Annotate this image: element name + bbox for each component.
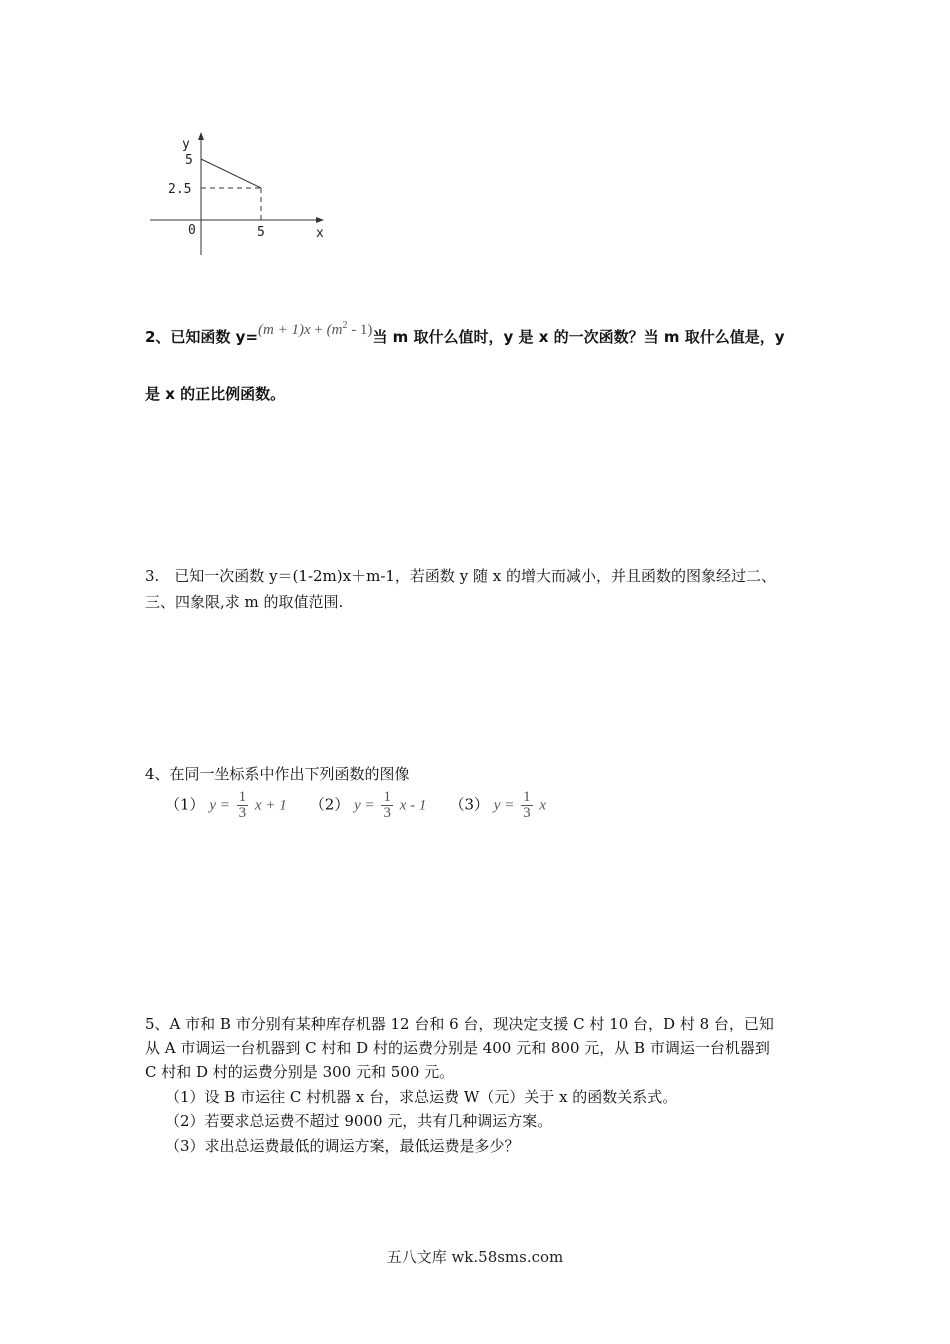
fraction-numerator: 1 xyxy=(523,789,531,805)
question-4-title: 4、在同一坐标系中作出下列函数的图像 xyxy=(145,765,410,783)
fraction-denominator: 3 xyxy=(383,805,391,821)
fraction-denominator: 3 xyxy=(523,805,531,821)
item-label: （2） xyxy=(309,795,350,814)
question-3-line-2: 三、四象限,求 m 的取值范围. xyxy=(145,593,344,611)
question-2-formula xyxy=(258,320,372,338)
x-axis-label: x xyxy=(316,226,324,241)
footer-watermark: 五八文库 wk.58sms.com xyxy=(386,1248,564,1266)
question-2-suffix: 当 m 取什么值时，y 是 x 的一次函数？当 m 取什么值是，y xyxy=(372,328,785,346)
item-lhs: y = xyxy=(493,797,515,814)
item-label: （1） xyxy=(165,795,205,814)
question-2-prefix: 2、已知函数 y= xyxy=(145,328,259,346)
fraction-denominator: 3 xyxy=(238,805,247,821)
question-4-item xyxy=(310,790,427,821)
fraction xyxy=(381,790,393,821)
item-lhs: y = xyxy=(354,797,375,814)
origin-label: 0 xyxy=(188,223,196,238)
question-2-line-1 xyxy=(145,320,785,347)
formula-constant-close: - 1) xyxy=(347,322,373,338)
y-axis-arrow xyxy=(198,132,204,140)
question-5-line-1: 5、A 市和 B 市分别有某种库存机器 12 台和 6 台，现决定支援 C 村 10 台，D 村 8 台，已知 xyxy=(145,1015,774,1033)
fraction-numerator: 1 xyxy=(383,789,391,805)
item-rhs: x - 1 xyxy=(399,797,427,814)
question-5-sub-2: （2）若要求总运费不超过 9000 元，共有几种调运方案。 xyxy=(165,1112,553,1130)
function-graph xyxy=(140,130,340,260)
fraction xyxy=(237,790,249,821)
item-lhs: y = xyxy=(209,797,230,814)
question-4-item xyxy=(449,790,546,821)
formula-exponent: 2 xyxy=(342,320,348,331)
y-axis-label: y xyxy=(182,137,190,152)
y-tick-top: 5 xyxy=(185,153,193,168)
fraction xyxy=(521,790,533,821)
question-5-line-2: 从 A 市调运一台机器到 C 村和 D 村的运费分别是 400 元和 800 元，从 B 市调运一台机器到 xyxy=(145,1039,770,1057)
question-5-line-3: C 村和 D 村的运费分别是 300 元和 500 元。 xyxy=(145,1063,455,1081)
item-rhs: x + 1 xyxy=(254,797,287,814)
question-5-sub-3: （3）求出总运费最低的调运方案，最低运费是多少？ xyxy=(165,1137,520,1155)
question-4-item xyxy=(165,790,287,821)
question-5-sub-1: （1）设 B 市运往 C 村机器 x 台，求总运费 W（元）关于 x 的函数关系式。 xyxy=(165,1088,678,1106)
y-tick-mid: 2.5 xyxy=(168,182,192,197)
x-axis-arrow xyxy=(316,217,324,223)
question-4-items xyxy=(165,790,564,821)
question-2-line-2: 是 x 的正比例函数。 xyxy=(145,385,286,403)
item-rhs: x xyxy=(539,797,547,814)
formula-x: x xyxy=(303,322,311,338)
formula-constant-open: (m xyxy=(326,322,343,338)
formula-plus: + xyxy=(310,322,327,338)
x-tick: 5 xyxy=(257,225,265,240)
formula-coefficient: (m + 1) xyxy=(258,322,304,338)
question-3-line-1: 3. 已知一次函数 y＝(1-2m)x＋m-1，若函数 y 随 x 的增大而减小，并且函数的图象经过二、 xyxy=(145,567,776,585)
fraction-numerator: 1 xyxy=(238,789,247,805)
graph-segment xyxy=(201,159,261,188)
item-label: （3） xyxy=(449,795,490,814)
